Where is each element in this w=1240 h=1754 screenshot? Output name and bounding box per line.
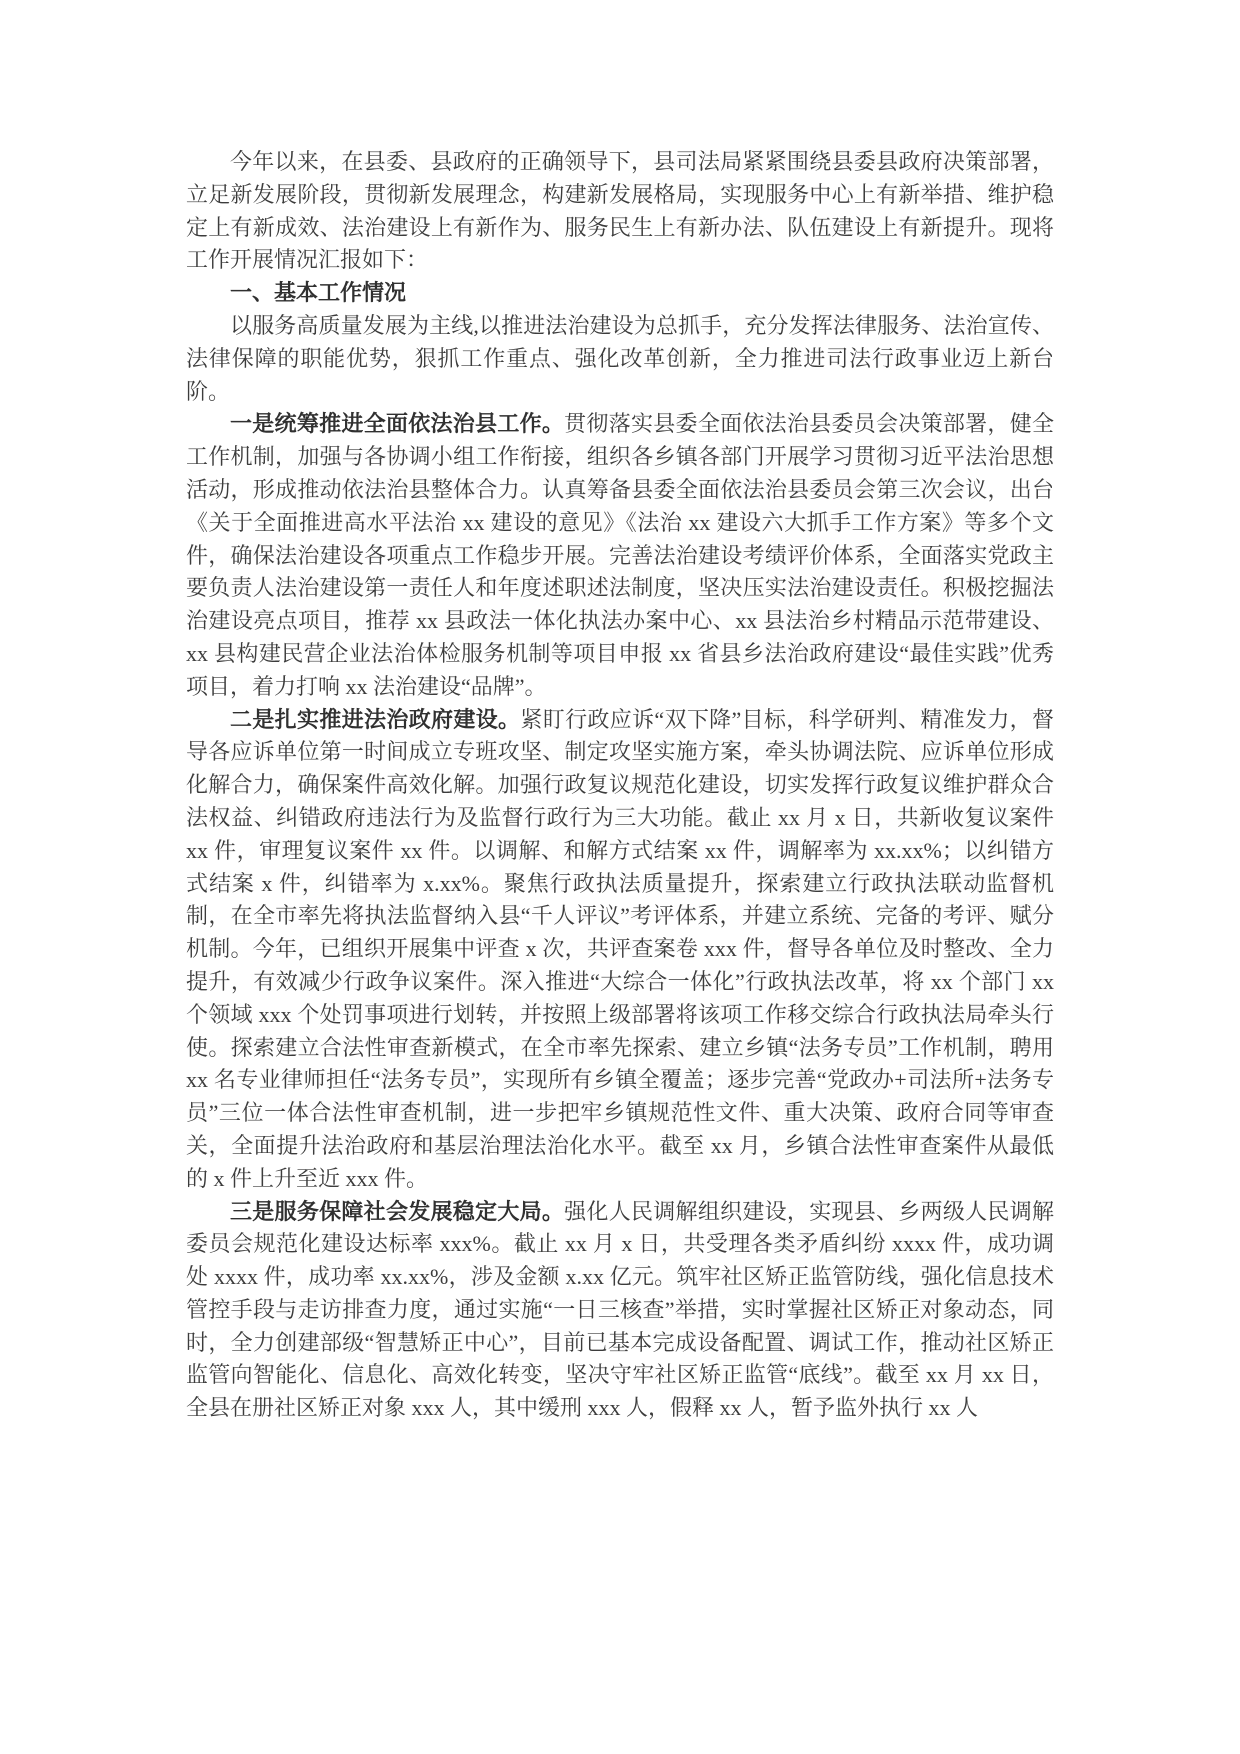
subsection-2-paragraph — [186, 704, 1054, 1196]
subsection-1-paragraph — [186, 408, 1054, 703]
subsection-3-lead: 三是服务保障社会发展稳定大局。 — [230, 1198, 565, 1224]
subsection-1-lead: 一是统筹推进全面依法治县工作。 — [230, 411, 565, 437]
subsection-2-text: 紧盯行政应诉“双下降”目标，科学研判、精准发力，督导各应诉单位第一时间成立专班攻坚、制定攻坚实施方案，牵头协调法院、应诉单位形成化解合力，确保案件高效化解。加强行政复议规范化建设，切实发挥行政复议维护群众合法权益、纠错政府违法行为及监督行政行为三大功能。截止 xx 月 x 日，共新收复议案件 xx 件，审理复议案件 xx 件。以调解、和解方式结案 xx 件，调解率为 xx.xx%；以纠错方式结案 x 件，纠错率为 x.xx%。聚焦行政执法质量提升，探索建立行政执法联动监督机制，在全市率先将执法监督纳入县“千人评议”考评体系，并建立系统、完备的考评、赋分机制。今年，已组织开展集中评查 x 次，共评查案卷 xxx 件，督导各单位及时整改、全力提升，有效减少行政争议案件。深入推进“大综合一体化”行政执法改革，将 xx 个部门 xx 个领域 xxx 个处罚事项进行划转，并按照上级部署将该项工作移交综合行政执法局牵头行使。探索建立合法性审查新模式，在全市率先探索、建立乡镇“法务专员”工作机制，聘用 xx 名专业律师担任“法务专员”，实现所有乡镇全覆盖；逐步完善“党政办+司法所+法务专员”三位一体合法性审查机制，进一步把牢乡镇规范性文件、重大决策、政府合同等审查关，全面提升法治政府和基层治理法治化水平。截至 xx 月，乡镇合法性审查案件从最低的 x 件上升至近 xxx 件。 — [186, 706, 1054, 1191]
report-body — [186, 146, 1054, 1425]
section-overview-paragraph: 以服务高质量发展为主线,以推进法治建设为总抓手，充分发挥法律服务、法治宣传、法律保障的职能优势，狠抓工作重点、强化改革创新，全力推进司法行政事业迈上新台阶。 — [186, 312, 1054, 404]
subsection-1-text: 贯彻落实县委全面依法治县委员会决策部署，健全工作机制，加强与各协调小组工作衔接，组织各乡镇各部门开展学习贯彻习近平法治思想活动，形成推动依法治县整体合力。认真筹备县委全面依法治县委员会第三次会议，出台《关于全面推进高水平法治 xx 建设的意见》《法治 xx 建设六大抓手工作方案》等多个文件，确保法治建设各项重点工作稳步开展。完善法治建设考绩评价体系，全面落实党政主要负责人法治建设第一责任人和年度述职述法制度，坚决压实法治建设责任。积极挖掘法治建设亮点项目，推荐 xx 县政法一体化执法办案中心、xx 县法治乡村精品示范带建设、xx 县构建民营企业法治体检服务机制等项目申报 xx 省县乡法治政府建设“最佳实践”优秀项目，着力打响 xx 法治建设“品牌”。 — [186, 411, 1054, 699]
subsection-3-paragraph — [186, 1196, 1054, 1426]
subsection-2-lead: 二是扎实推进法治政府建设。 — [230, 706, 521, 732]
intro-paragraph: 今年以来，在县委、县政府的正确领导下，县司法局紧紧围绕县委县政府决策部署，立足新发展阶段，贯彻新发展理念，构建新发展格局，实现服务中心上有新举措、维护稳定上有新成效、法治建设上有新作为、服务民生上有新办法、队伍建设上有新提升。现将工作开展情况汇报如下： — [186, 149, 1054, 273]
subsection-3-text: 强化人民调解组织建设，实现县、乡两级人民调解委员会规范化建设达标率 xxx%。截止 xx 月 x 日，共受理各类矛盾纠纷 xxxx 件，成功调处 xxxx 件，成功率 xx.xx%，涉及金额 x.xx 亿元。筑牢社区矫正监管防线，强化信息技术管控手段与走访排查力度，通过实施“一日三核查”举措，实时掌握社区矫正对象动态，同时，全力创建部级“智慧矫正中心”，目前已基本完成设备配置、调试工作，推动社区矫正监管向智能化、信息化、高效化转变，坚决守牢社区矫正监管“底线”。截至 xx 月 xx 日，全县在册社区矫正对象 xxx 人，其中缓刑 xxx 人，假释 xx 人，暂予监外执行 xx 人 — [186, 1198, 1054, 1421]
section-heading-basic-work: 一、基本工作情况 — [230, 280, 407, 306]
